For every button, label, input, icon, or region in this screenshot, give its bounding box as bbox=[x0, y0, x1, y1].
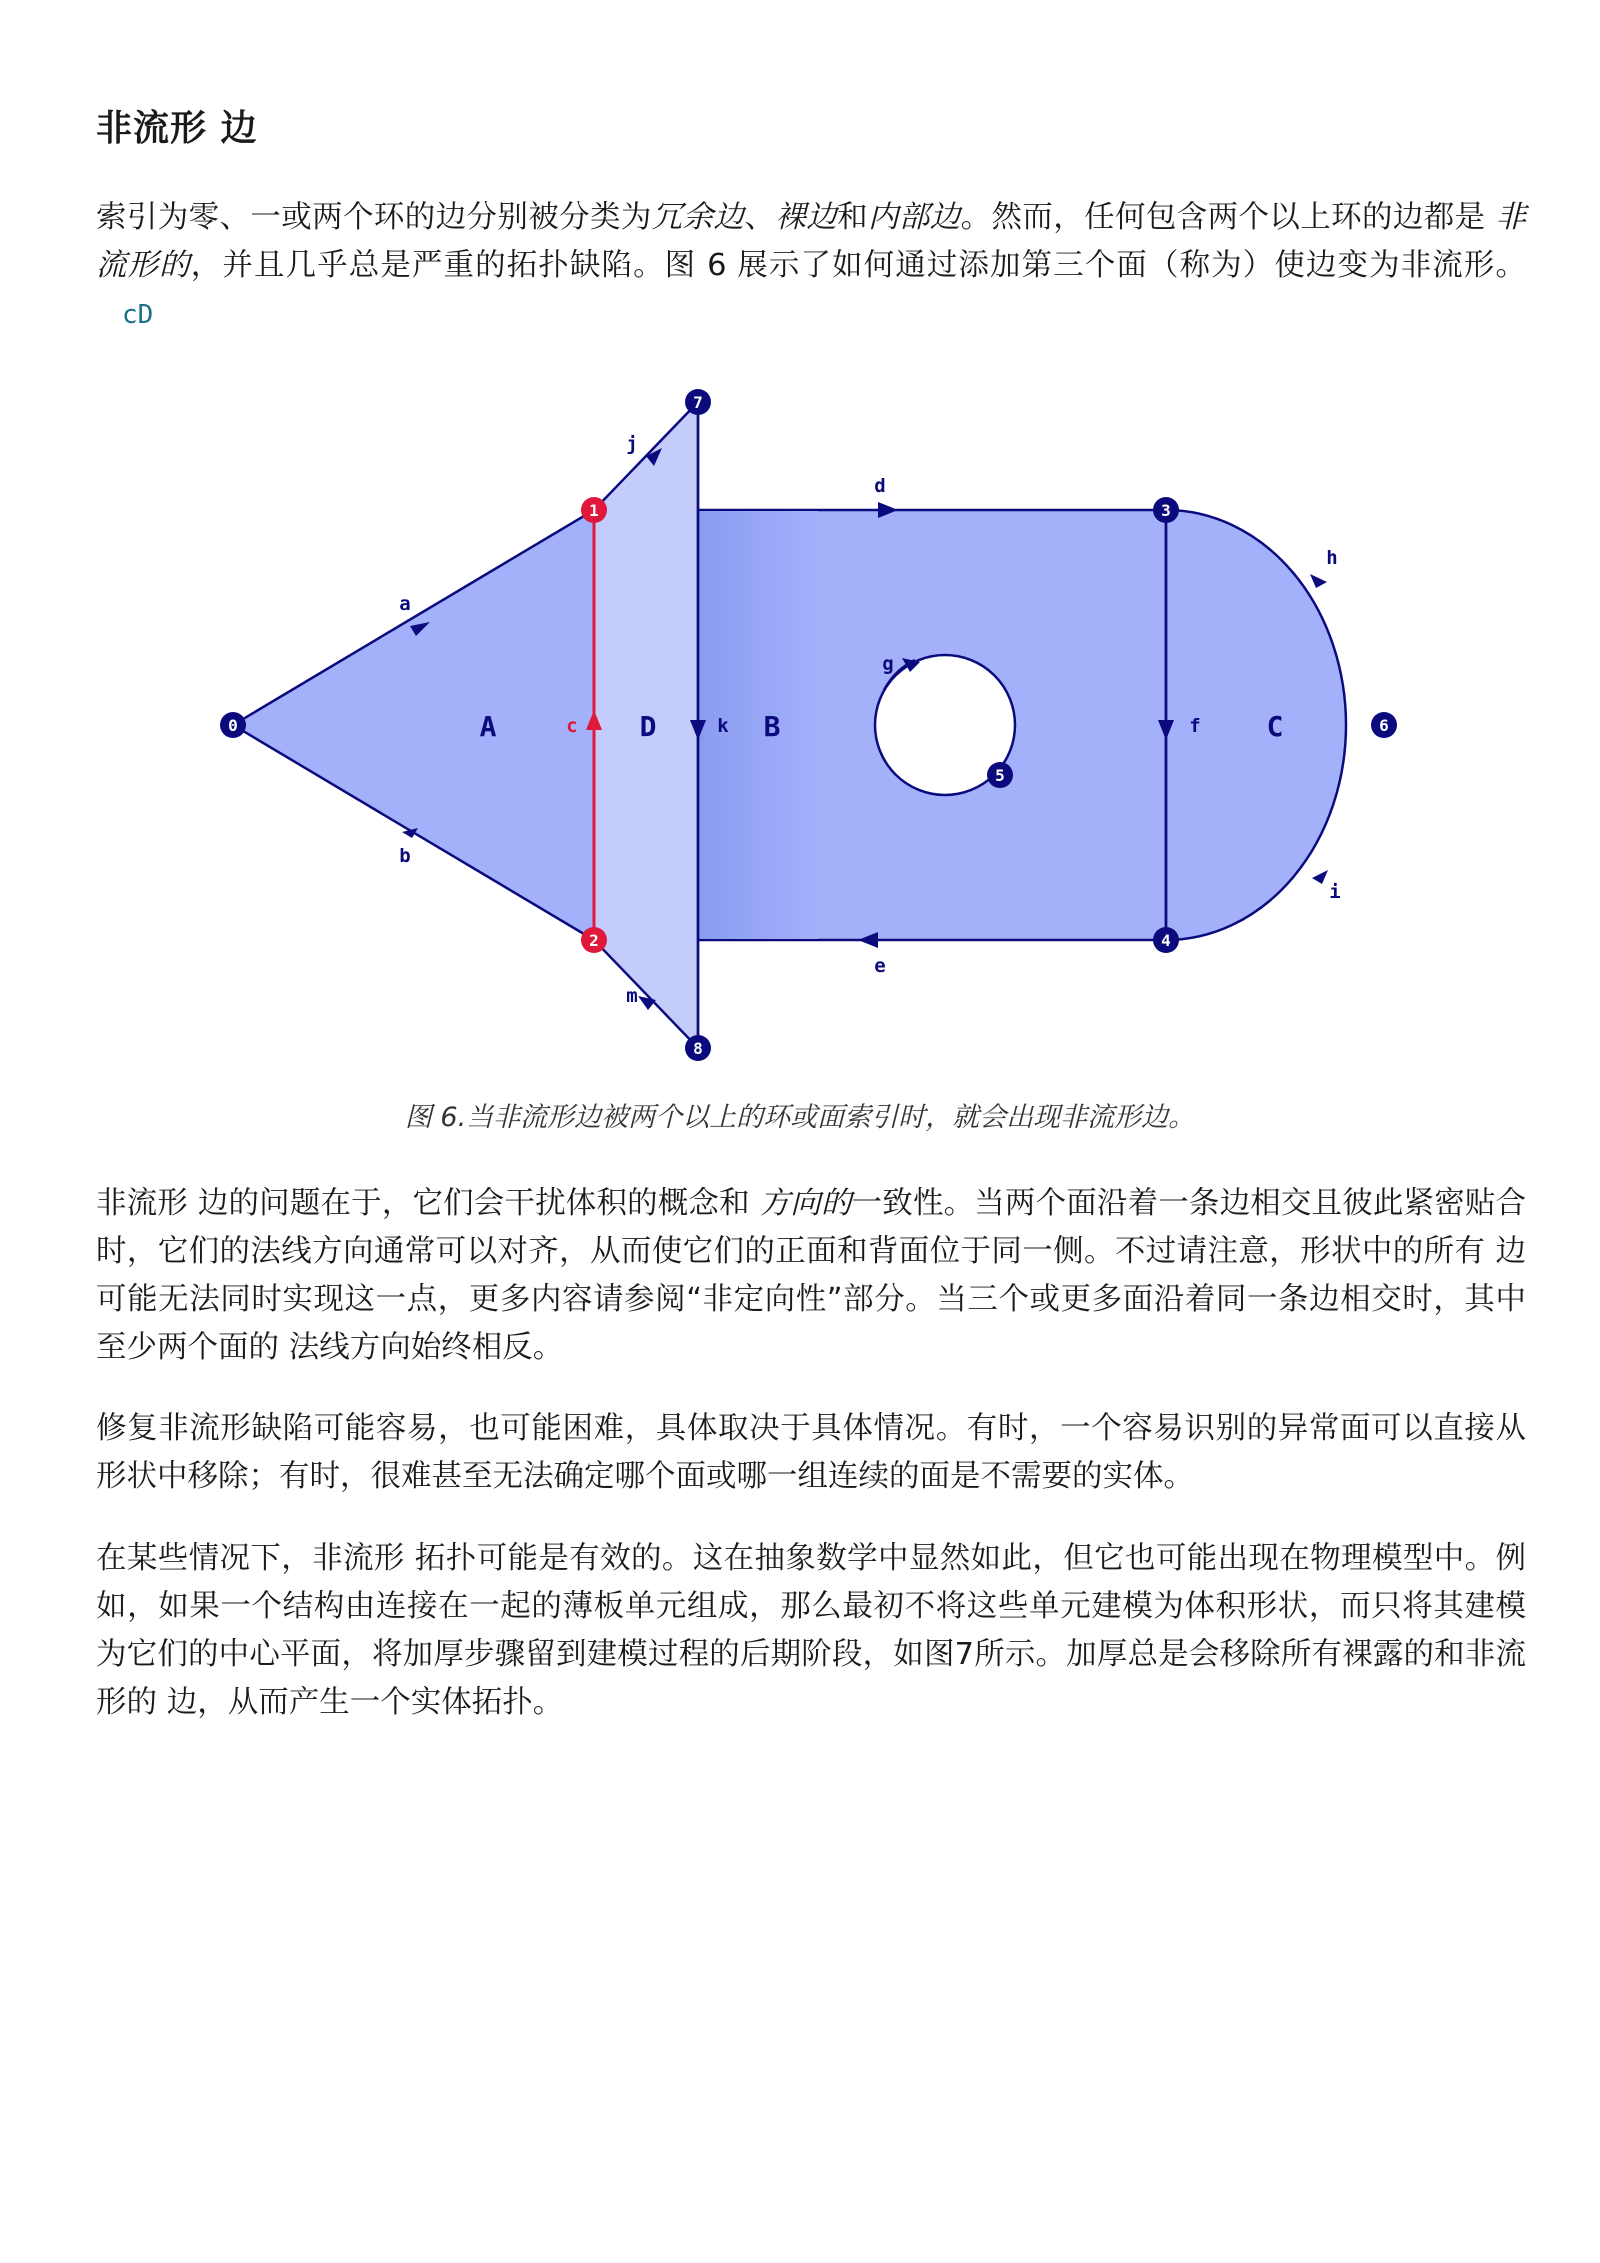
p1-term-interior-edge: 内部边 bbox=[867, 200, 961, 235]
edge-label-e: e bbox=[874, 955, 886, 977]
vertex-4 bbox=[1153, 927, 1179, 953]
p2-term-orientation: 方向的 bbox=[759, 1186, 852, 1221]
p1-term-naked-edge: 裸边 bbox=[775, 200, 838, 235]
edge-h-arrow bbox=[1310, 574, 1327, 588]
edge-label-h: h bbox=[1326, 547, 1338, 569]
section-title: 非流形 边 bbox=[96, 108, 258, 149]
vertex-2 bbox=[581, 927, 607, 953]
paragraph-4: 在某些情况下，非流形 拓扑可能是有效的。这在抽象数学中显然如此，但它也可能出现在物理模型中。例如，如果一个结构由连接在一起的薄板单元组成，那么最初不将这些单元建模为体积形状，而只将其建模为它们的中心平面，将加厚步骤留到建模过程的后期阶段，如图7所示。加厚总是会移除所有裸露的和非流形的 边，从而产生一个实体拓扑。 bbox=[96, 1541, 1526, 1720]
vertex-8 bbox=[685, 1035, 711, 1061]
p1-text-2: 、 bbox=[744, 200, 776, 235]
edge-label-g: g bbox=[882, 653, 894, 675]
face-label-d: D bbox=[639, 710, 657, 743]
p2-text-2: 一致性。当两个面沿着一条边相交且彼此紧密贴合时，它们的法线方向通常可以对齐，从而使它们的正面和背面位于同一侧。不过请注意，形状中的所有 边可能无法同时实现这一点，更多内容请参阅“非定向性”部分。当三个或更多面沿着同一条边相交时，其中至少两个面的 法线方向始终相反。 bbox=[96, 1186, 1527, 1365]
vertex-3 bbox=[1153, 497, 1179, 523]
p1-text-3: 和 bbox=[837, 200, 868, 235]
edge-i-arrow bbox=[1312, 870, 1328, 884]
vertex-label-4: 4 bbox=[1161, 931, 1171, 950]
figure-caption: 图 6.当非流形边被两个以上的环或面索引时，就会出现非流形边。 bbox=[404, 1102, 1196, 1133]
vertex-0 bbox=[220, 712, 246, 738]
edge-label-b: b bbox=[399, 845, 411, 867]
figure-6 bbox=[120, 380, 1410, 1080]
vertex-5 bbox=[987, 762, 1013, 788]
vertex-6 bbox=[1371, 712, 1397, 738]
vertex-1 bbox=[581, 497, 607, 523]
p1-text-1: 索引为零、一或两个环的边分别被分类为 bbox=[96, 200, 652, 235]
vertex-7 bbox=[685, 389, 711, 415]
edge-label-j: j bbox=[626, 433, 638, 455]
nonmanifold-diagram bbox=[120, 380, 1410, 1080]
paragraph-1 bbox=[96, 194, 1526, 339]
vertex-label-3: 3 bbox=[1161, 501, 1171, 520]
edge-label-c: c bbox=[566, 715, 578, 737]
face-a bbox=[233, 510, 594, 940]
edge-label-d: d bbox=[874, 475, 886, 497]
vertex-label-2: 2 bbox=[589, 931, 599, 950]
edge-label-k: k bbox=[717, 715, 729, 737]
face-label-a: A bbox=[479, 710, 497, 743]
vertex-label-0: 0 bbox=[228, 716, 238, 735]
edge-label-a: a bbox=[399, 593, 411, 615]
vertex-label-7: 7 bbox=[693, 393, 703, 412]
p2-text-1: 非流形 边的问题在于，它们会干扰体积的概念和 bbox=[96, 1186, 760, 1221]
face-b-shade bbox=[698, 511, 818, 939]
face-label-c: C bbox=[1266, 710, 1284, 743]
edge-label-f: f bbox=[1189, 715, 1201, 737]
edge-label-i: i bbox=[1329, 881, 1341, 903]
p1-term-redundant-edge: 冗余边 bbox=[651, 200, 745, 235]
p1-text-4: 。然而，任何包含两个以上环的边都是 bbox=[960, 200, 1496, 235]
vertex-label-1: 1 bbox=[589, 501, 599, 520]
face-label-b: B bbox=[763, 710, 781, 743]
vertex-label-6: 6 bbox=[1379, 716, 1389, 735]
p1-code-cd: cD bbox=[122, 300, 154, 330]
paragraph-2 bbox=[96, 1180, 1526, 1372]
vertex-label-8: 8 bbox=[693, 1039, 703, 1058]
paragraph-3: 修复非流形缺陷可能容易，也可能困难，具体取决于具体情况。有时，一个容易识别的异常面可以直接从形状中移除；有时，很难甚至无法确定哪个面或哪一组连续的面是不需要的实体。 bbox=[96, 1411, 1526, 1494]
vertex-label-5: 5 bbox=[995, 766, 1005, 785]
p1-text-5: ，并且几乎总是严重的拓扑缺陷。图 6 展示了如何通过添加第三个面（称为）使边变为非流形。 bbox=[190, 248, 1526, 283]
edge-label-m: m bbox=[626, 985, 638, 1007]
p1-term-nonmanifold: 非流形的 bbox=[96, 200, 1527, 283]
